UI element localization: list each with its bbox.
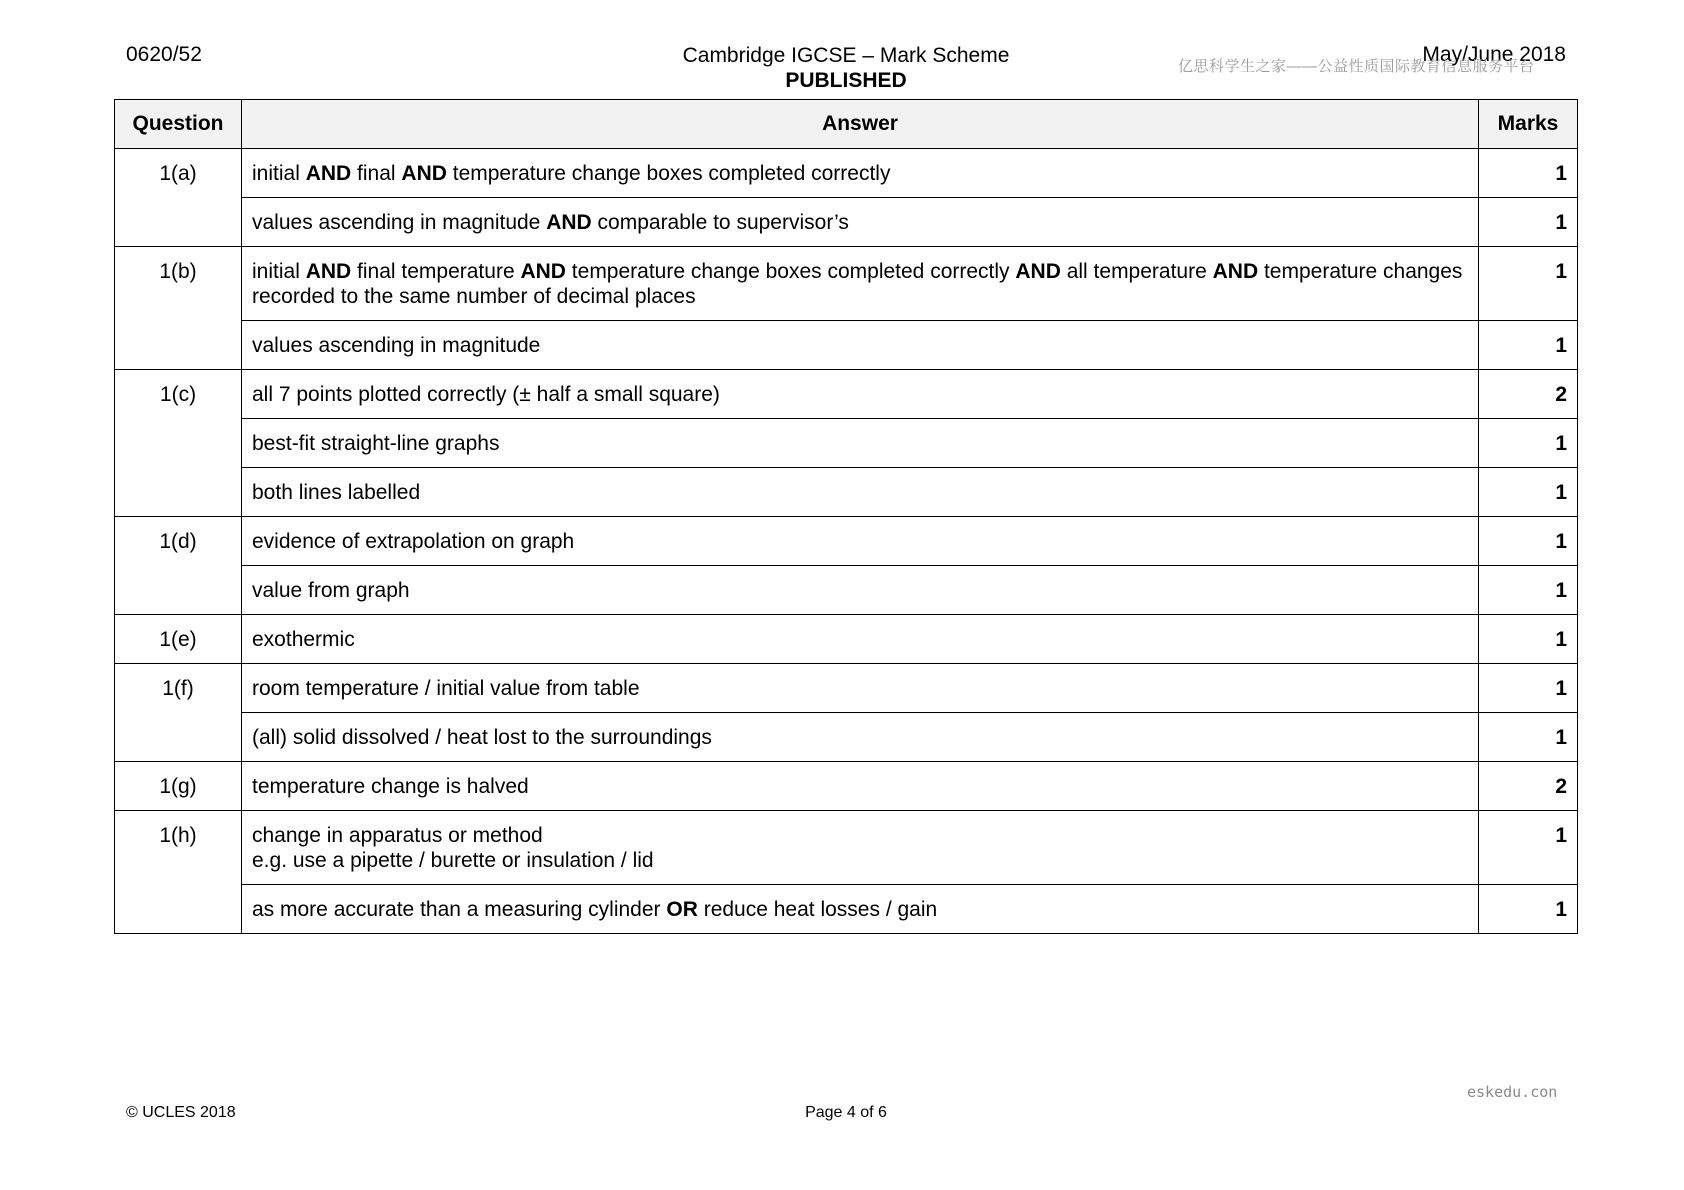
marks-cell: 2 (1479, 370, 1578, 419)
exam-session: May/June 2018 (1422, 43, 1566, 66)
marks-cell: 1 (1479, 885, 1578, 934)
answer-cell: evidence of extrapolation on graph (242, 517, 1479, 566)
answer-cell: temperature change is halved (242, 762, 1479, 811)
marks-cell: 1 (1479, 566, 1578, 615)
table-row (115, 370, 1578, 419)
answer-cell: value from graph (242, 566, 1479, 615)
watermark-top: 亿思科学生之家——公益性质国际教育信息服务平台 (1178, 58, 1535, 75)
marks-cell: 1 (1479, 517, 1578, 566)
table-row (115, 713, 1578, 762)
answer-cell: (all) solid dissolved / heat lost to the surroundings (242, 713, 1479, 762)
table-row (115, 198, 1578, 247)
table-row (115, 762, 1578, 811)
marks-cell: 1 (1479, 419, 1578, 468)
table-row (115, 885, 1578, 934)
answer-cell: exothermic (242, 615, 1479, 664)
publication-status: PUBLISHED (785, 69, 907, 92)
answer-cell: as more accurate than a measuring cylinder OR reduce heat losses / gain (242, 885, 1479, 934)
marks-cell: 1 (1479, 468, 1578, 517)
question-cell: 1(f) (115, 664, 242, 762)
table-row (115, 566, 1578, 615)
column-header-question: Question (115, 100, 242, 149)
mark-scheme-table (114, 99, 1578, 934)
table-row (115, 321, 1578, 370)
answer-cell: all 7 points plotted correctly (± half a small square) (242, 370, 1479, 419)
marks-cell: 2 (1479, 762, 1578, 811)
marks-cell: 1 (1479, 247, 1578, 321)
question-cell: 1(b) (115, 247, 242, 370)
marks-cell: 1 (1479, 615, 1578, 664)
answer-cell: initial AND final AND temperature change boxes completed correctly (242, 149, 1479, 198)
document-title: Cambridge IGCSE – Mark Scheme (682, 44, 1010, 67)
question-cell: 1(d) (115, 517, 242, 615)
marks-cell: 1 (1479, 321, 1578, 370)
table-row (115, 419, 1578, 468)
page-number: Page 4 of 6 (805, 1104, 887, 1121)
question-cell: 1(a) (115, 149, 242, 247)
answer-cell: change in apparatus or method e.g. use a pipette / burette or insulation / lid (242, 811, 1479, 885)
question-cell: 1(e) (115, 615, 242, 664)
table-body (115, 149, 1578, 934)
table-row (115, 468, 1578, 517)
column-header-marks: Marks (1479, 100, 1578, 149)
table-header-row (115, 100, 1578, 149)
watermark-bottom: eskedu.con (1467, 1083, 1558, 1101)
marks-cell: 1 (1479, 198, 1578, 247)
table-row (115, 664, 1578, 713)
marks-cell: 1 (1479, 713, 1578, 762)
document-title-block (600, 43, 1092, 93)
column-header-answer: Answer (242, 100, 1479, 149)
answer-cell: initial AND final temperature AND temperature change boxes completed correctly AND all temperature AND temperature changes recorded to the same number of decimal places (242, 247, 1479, 321)
answer-cell: values ascending in magnitude AND comparable to supervisor’s (242, 198, 1479, 247)
table-row (115, 247, 1578, 321)
answer-cell: best-fit straight-line graphs (242, 419, 1479, 468)
question-cell: 1(g) (115, 762, 242, 811)
answer-cell: values ascending in magnitude (242, 321, 1479, 370)
table-row (115, 149, 1578, 198)
question-cell: 1(c) (115, 370, 242, 517)
paper-code: 0620/52 (126, 43, 202, 66)
copyright: © UCLES 2018 (126, 1104, 236, 1121)
question-cell: 1(h) (115, 811, 242, 934)
answer-cell: both lines labelled (242, 468, 1479, 517)
table-row (115, 811, 1578, 885)
table-row (115, 517, 1578, 566)
table-row (115, 615, 1578, 664)
marks-cell: 1 (1479, 664, 1578, 713)
marks-cell: 1 (1479, 149, 1578, 198)
answer-cell: room temperature / initial value from table (242, 664, 1479, 713)
marks-cell: 1 (1479, 811, 1578, 885)
